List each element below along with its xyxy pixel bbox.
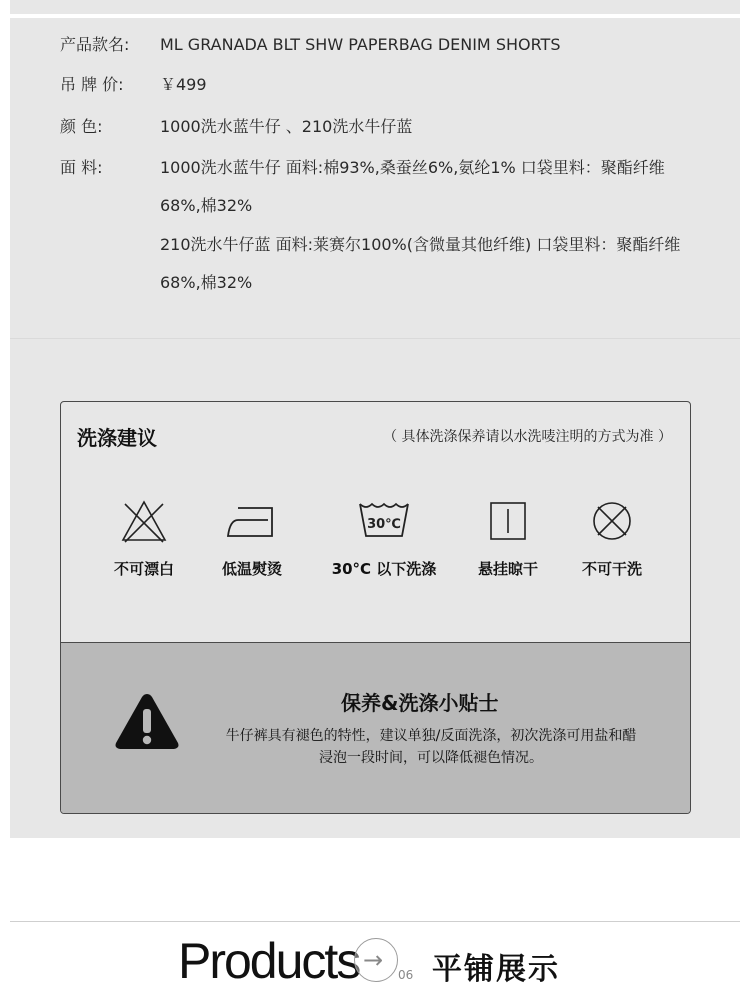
fabric-value-1: 1000洗水蓝牛仔 面料:棉93%,桑蚕丝6%,氨纶1% 口袋里料：聚酯纤维68%,棉32% <box>160 158 665 215</box>
fabric-label: 面 料: <box>60 158 103 177</box>
hang-dry-label: 悬挂晾干 <box>477 560 538 578</box>
fabric-row <box>60 149 665 215</box>
symbol-low-iron <box>207 498 297 579</box>
product-name-row <box>60 26 561 64</box>
section-title-cn: 平铺展示 <box>432 952 560 987</box>
symbol-hang-dry <box>463 498 553 579</box>
color-row <box>60 108 413 146</box>
section-divider <box>10 921 740 922</box>
symbol-no-dry-clean <box>567 498 657 579</box>
fabric-row-2 <box>60 226 681 292</box>
symbol-wash-30 <box>329 498 439 579</box>
care-title: 洗涤建议 <box>77 426 157 450</box>
product-name-value: ML GRANADA BLT SHW PAPERBAG DENIM SHORTS <box>160 35 561 54</box>
low-iron-label: 低温熨烫 <box>221 560 282 578</box>
care-panel <box>10 338 740 838</box>
price-value: ￥499 <box>160 75 207 94</box>
care-note: （ 具体洗涤保养请以水洗唛注明的方式为准 ） <box>383 429 672 445</box>
arrow-right-icon: → <box>363 946 384 974</box>
hang-dry-icon <box>486 498 530 544</box>
care-tips-box <box>61 642 691 814</box>
wash-30-icon-text: 30℃ <box>367 517 401 532</box>
section-title-en: Products <box>178 933 360 989</box>
color-value: 1000洗水蓝牛仔 、210洗水牛仔蓝 <box>160 117 413 136</box>
no-bleach-icon <box>119 498 169 544</box>
no-bleach-label: 不可漂白 <box>113 560 174 578</box>
page-number: 06 <box>398 968 414 982</box>
washing-card <box>60 401 691 814</box>
tips-text: 牛仔裤具有褪色的特性，建议单独/反面洗涤，初次洗涤可用盐和醋浸泡一段时间，可以降低褪色情况。 <box>225 728 637 766</box>
tips-title: 保养&洗涤小贴士 <box>341 691 499 715</box>
warning-icon <box>113 691 181 751</box>
no-dry-clean-icon <box>589 498 635 544</box>
price-label: 吊 牌 价: <box>60 75 124 94</box>
symbol-no-bleach <box>99 498 189 579</box>
no-dry-clean-label: 不可干洗 <box>581 560 642 578</box>
wash-30-icon <box>356 498 412 544</box>
price-row <box>60 66 207 104</box>
color-label: 颜 色: <box>60 117 103 136</box>
arrow-circle <box>354 938 398 982</box>
product-name-label: 产品款名: <box>60 35 130 54</box>
product-info-panel <box>10 18 740 338</box>
wash-30-label: 30°C 以下洗涤 <box>331 560 437 578</box>
low-iron-icon <box>224 498 280 544</box>
fabric-value-2: 210洗水牛仔蓝 面料:莱赛尔100%(含微量其他纤维) 口袋里料：聚酯纤维68%,棉32% <box>160 235 681 292</box>
top-strip <box>10 0 740 14</box>
